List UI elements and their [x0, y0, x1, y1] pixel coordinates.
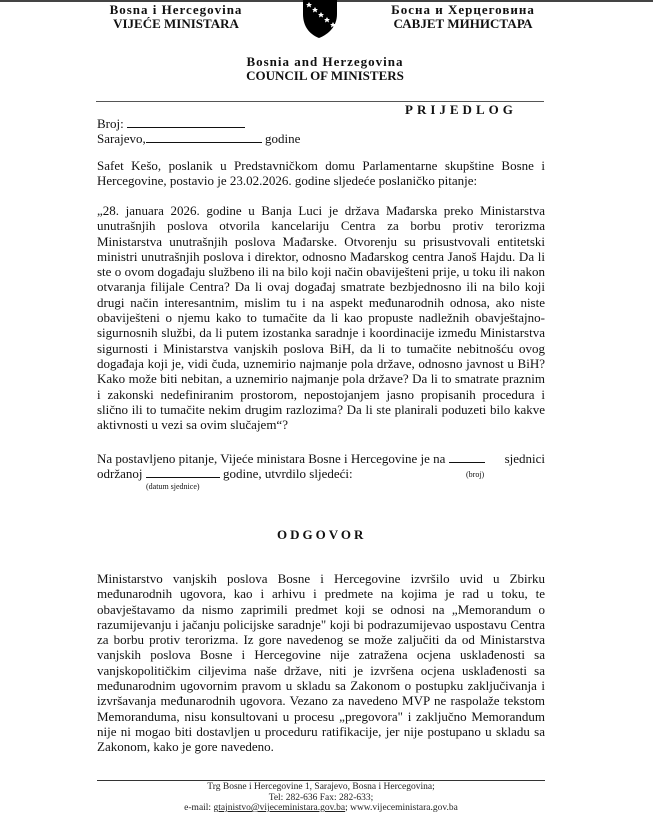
footer-address: Trg Bosne i Hercegovine 1, Sarajevo, Bosna i Hercegovina;	[207, 782, 435, 792]
header-right-country: Босна и Херцеговина	[391, 2, 535, 17]
coat-of-arms-icon	[297, 0, 341, 38]
header-center-country: Bosnia and Herzegovina	[246, 54, 404, 69]
header-center	[230, 55, 420, 83]
header-right-institution: САВЈЕТ МИНИСТАРА	[393, 16, 533, 31]
session-line-2	[97, 466, 353, 481]
header-left-institution: VIJEĆE MINISTARA	[113, 16, 239, 31]
footer-email-link[interactable]: gtajnistvo@vijeceministara.gov.ba	[213, 803, 346, 813]
footer	[97, 782, 545, 814]
broj-label: Broj:	[97, 116, 124, 131]
session-suffix: sjednici	[504, 451, 545, 466]
footer-website[interactable]: www.vijeceministara.gov.ba	[350, 803, 458, 813]
broj-hint: (broj)	[466, 470, 485, 479]
question-paragraph: „28. januara 2026. godine u Banja Luci je država Mađarska preko Ministarstva unutrašnjih poslova otvorila kancelariju Centra za borbu protiv terorizma Ministarstva unutrašnjih poslova Mađarske. Otvorenju su prisustvovali entitetski ministri unutrašnjih poslova i direktor, odnosno Mađarskog centra Janoš Hajdu. Da li ste o ovom događaju službeno ili na bilo koji način obaviješteni prije, u toku ili nakon otvaranja filijale Centra? Da li ovaj događaj smatrate bezbjednosno ili na bilo koji drugi način interesantnim, mislim tu i na aspekt međunarodnih odnosa, ako niste obaviješteni o njemu kako to tumačite da li kao propuste nadležnih obavještajno-sigurnosnih službi, da li putem izostanka saradnje i koordinacije između Ministarstva sigurnosti i Ministarstva vanjskih poslova BiH, da li to tumačite nebitnošću ovog događaja koji je, vidi čuda, uznemirio najmanje pola države, odnosno javnost u BiH? Kako može biti nebitan, a uznemirio najmanje pola države? Da li to smatrate praznim i zakonski nedefiniranim prostorom, nepostojanjem jasno propisanih procedura i slično ili to tumačite nekim drugim razlozima? Da li ste planirali poduzeti bilo kakve aktivnosti u vezi sa ovim slučajem“?	[97, 203, 545, 433]
broj-blank	[127, 116, 245, 128]
place-date-line	[97, 131, 300, 146]
header-right	[383, 3, 543, 31]
date-blank	[146, 131, 262, 143]
godine-label: godine	[264, 131, 301, 146]
answer-paragraph: Ministarstvo vanjskih poslova Bosne i Hercegovine izvršilo uvid u Zbirku međunarodnih ugovora, kao i arhivu i predmete na kojima je rad u toku, te obavještavamo da nismo zaprimili predmet koji se odnosi na „Memorandum o razumijevanju i jačanju policijske saradnje" koji bi podrazumijevao uspostavu Centra za borbu protiv terorizma. Iz gore navedenog se može zaljučiti da od Ministarstva vanjskih poslova Bosne i Hercegovine nije zatražena ocjena usklađenosti sa vanjskopolitičkim ciljevima naše države, niti je izvršena ocjena usklađenosti sa međunarodnim ugovornim pravom u skladu sa Zakonom o postupku zaključivanja i izvršavanja međunarodnih ugovora. Vezano za navedeno MVP ne raspolaže tekstom Memoranduma, nisu konsultovani u procesu „pregovora" i zaključno Memorandum nije ni mogao biti dostavljen u proceduru ratifikacije, jer nije postupano u skladu sa Zakonom, kako je gore navedeno.	[97, 571, 545, 755]
intro-paragraph: Safet Kešo, poslanik u Predstavničkom domu Parlamentarne skupštine Bosne i Hercegovine, postavio je 23.02.2026. godine sljedeće poslaničko pitanje:	[97, 158, 545, 189]
header-left-country: Bosna i Hercegovina	[109, 2, 243, 17]
footer-email-label: e-mail:	[184, 803, 212, 813]
header-center-institution: COUNCIL OF MINISTERS	[246, 68, 404, 83]
place-label: Sarajevo,	[97, 131, 146, 146]
footer-phone: Tel: 282-636 Fax: 282-633;	[268, 792, 374, 803]
answer-heading: ODGOVOR	[277, 527, 367, 542]
footer-divider	[97, 780, 545, 781]
session-date-blank	[146, 466, 220, 478]
footer-contact: e-mail: gtajnistvo@vijeceministara.gov.ba; www.vijeceministara.gov.ba	[184, 803, 458, 813]
held-label: održanoj	[97, 466, 143, 481]
document-label: PRIJEDLOG	[405, 102, 517, 117]
decision-label: godine, utvrdilo sljedeći:	[222, 466, 353, 481]
session-line-1	[97, 451, 545, 466]
session-prefix: Na postavljeno pitanje, Vijeće ministara Bosne i Hercegovine je na	[97, 451, 446, 466]
session-number-blank	[449, 451, 485, 463]
header-left	[96, 3, 256, 31]
broj-line	[97, 116, 245, 131]
datum-hint: (datum sjednice)	[146, 482, 200, 491]
